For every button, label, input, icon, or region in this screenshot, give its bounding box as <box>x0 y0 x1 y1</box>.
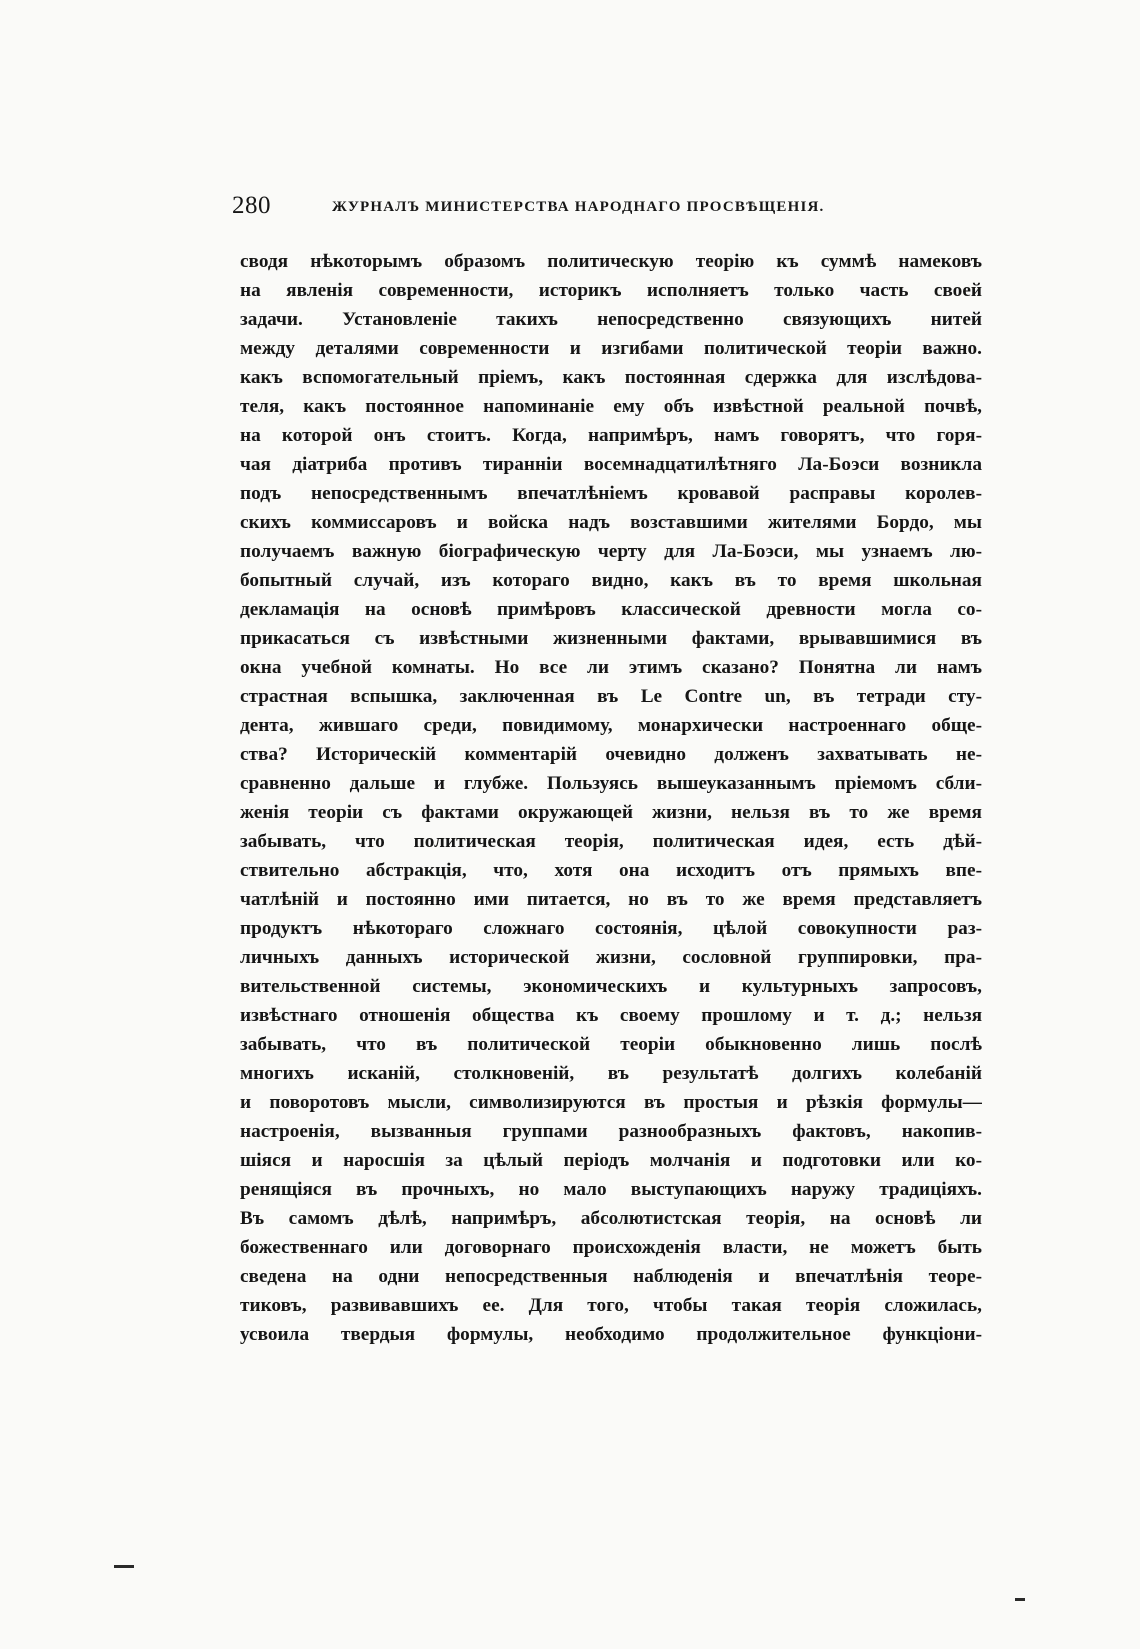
page-header <box>232 192 888 228</box>
text-line: окна учебной комнаты. Но все ли этимъ сказано? Понятна ли намъ <box>240 657 982 678</box>
page-number: 280 <box>232 192 271 219</box>
text-line: на которой онъ стоитъ. Когда, напримѣръ, намъ говорятъ, что горя- <box>240 425 982 446</box>
text-line: чая діатриба противъ тиранніи восемнадцатилѣтняго Ла-Боэси возникла <box>240 454 982 475</box>
text-line: личныхъ данныхъ исторической жизни, сословной группировки, пра- <box>240 947 982 968</box>
text-line: чатлѣній и постоянно ими питается, но въ то же время представляетъ <box>240 889 982 910</box>
text-line: сравненно дальше и глубже. Пользуясь вышеуказаннымъ пріемомъ сбли- <box>240 773 982 794</box>
scan-mark <box>114 1565 134 1568</box>
text-line: забывать, что въ политической теоріи обыкновенно лишь послѣ <box>240 1034 982 1055</box>
text-line: шіяся и наросшія за цѣлый періодъ молчанія и подготовки или ко- <box>240 1150 982 1171</box>
text-line: многихъ исканій, столкновеній, въ результатѣ долгихъ колебаній <box>240 1063 982 1084</box>
text-line: получаемъ важную біографическую черту для Ла-Боэси, мы узнаемъ лю- <box>240 541 982 562</box>
text-line: ренящіяся въ прочныхъ, но мало выступающихъ наружу традиціяхъ. <box>240 1179 982 1200</box>
text-line: сводя нѣкоторымъ образомъ политическую теорію къ суммѣ намековъ <box>240 251 982 272</box>
text-line: сведена на одни непосредственныя наблюденія и впечатлѣнія теоре- <box>240 1266 982 1287</box>
text-line: страстная вспышка, заключенная въ Le Contre un, въ тетради сту- <box>240 686 982 707</box>
text-line: какъ вспомогательный пріемъ, какъ постоянная сдержка для изслѣдова- <box>240 367 982 388</box>
text-line: настроенія, вызванныя группами разнообразныхъ фактовъ, накопив- <box>240 1121 982 1142</box>
text-line: извѣстнаго отношенія общества къ своему прошлому и т. д.; нельзя <box>240 1005 982 1026</box>
text-line: усвоила твердыя формулы, необходимо продолжительное функціони- <box>240 1324 982 1345</box>
text-line: скихъ коммиссаровъ и войска надъ возставшими жителями Бордо, мы <box>240 512 982 533</box>
text-line: тиковъ, развивавшихъ ее. Для того, чтобы такая теорія сложилась, <box>240 1295 982 1316</box>
body-text <box>240 247 982 1349</box>
text-line: и поворотовъ мысли, символизируются въ простыя и рѣзкія формулы— <box>240 1092 982 1113</box>
text-line: бопытный случай, изъ котораго видно, какъ въ то время школьная <box>240 570 982 591</box>
text-line: Въ самомъ дѣлѣ, напримѣръ, абсолютистская теорія, на основѣ ли <box>240 1208 982 1229</box>
text-line: на явленія современности, историкъ исполняетъ только часть своей <box>240 280 982 301</box>
scan-mark <box>1015 1598 1025 1601</box>
running-head: ЖУРНАЛЪ МИНИСТЕРСТВА НАРОДНАГО ПРОСВѢЩЕНІЯ. <box>332 199 825 215</box>
text-line: декламація на основѣ примѣровъ классической древности могла со- <box>240 599 982 620</box>
text-line: продуктъ нѣкотораго сложнаго состоянія, цѣлой совокупности раз- <box>240 918 982 939</box>
text-line: прикасаться съ извѣстными жизненными фактами, врывавшимися въ <box>240 628 982 649</box>
text-line: дента, жившаго среди, повидимому, монархически настроеннаго обще- <box>240 715 982 736</box>
text-line: подъ непосредственнымъ впечатлѣніемъ кровавой расправы королев- <box>240 483 982 504</box>
text-line: между деталями современности и изгибами политической теоріи важно. <box>240 338 982 359</box>
text-line: ствительно абстракція, что, хотя она исходитъ отъ прямыхъ впе- <box>240 860 982 881</box>
text-line: забывать, что политическая теорія, политическая идея, есть дѣй- <box>240 831 982 852</box>
text-line: ства? Историческій комментарій очевидно долженъ захватывать не- <box>240 744 982 765</box>
text-line: божественнаго или договорнаго происхожденія власти, не можетъ быть <box>240 1237 982 1258</box>
text-line: женія теоріи съ фактами окружающей жизни, нельзя въ то же время <box>240 802 982 823</box>
text-line: вительственной системы, экономическихъ и культурныхъ запросовъ, <box>240 976 982 997</box>
text-line: теля, какъ постоянное напоминаніе ему объ извѣстной реальной почвѣ, <box>240 396 982 417</box>
text-line: задачи. Установленіе такихъ непосредственно связующихъ нитей <box>240 309 982 330</box>
